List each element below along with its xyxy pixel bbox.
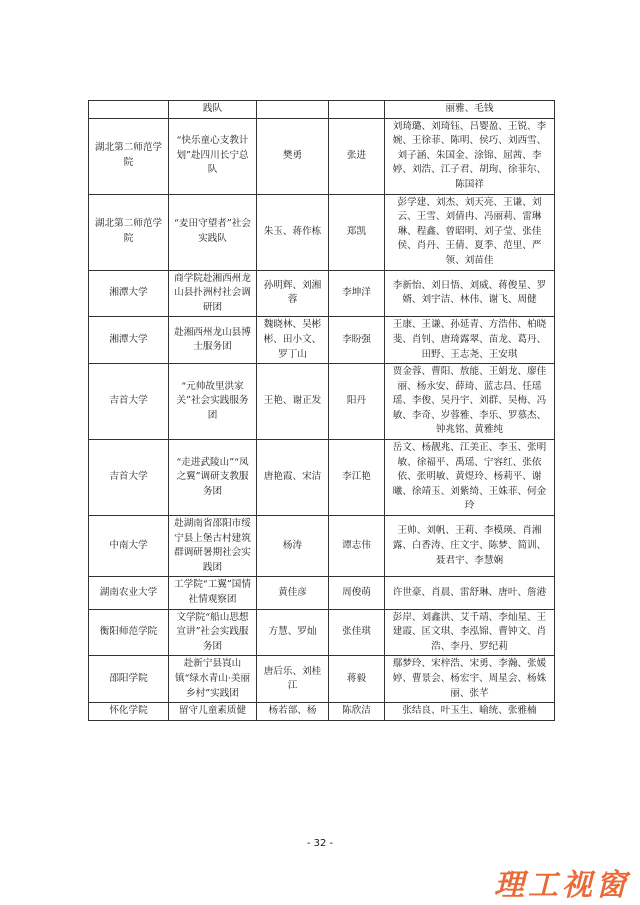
practice-team-table (88, 100, 555, 721)
mentor-cell: 朱玉、蒋作栋 (257, 194, 329, 270)
school-cell: 湖南农业大学 (89, 577, 169, 609)
leader-cell (329, 101, 385, 119)
team-cell: 工学院“工翼”国情社情观察团 (169, 577, 257, 609)
leader-cell: 阳丹 (329, 364, 385, 440)
leader-cell: 李坤洋 (329, 270, 385, 317)
mentor-cell: 黄佳彦 (257, 577, 329, 609)
leader-cell: 郑凯 (329, 194, 385, 270)
team-cell: 留守儿童素质健 (169, 703, 257, 721)
table-row (89, 656, 555, 703)
table-row (89, 317, 555, 364)
members-cell: 彭岸、刘鑫洪、艾千靖、李灿星、王建霞、匡文琪、李泓锦、曹钟文、肖浩、李丹、罗纪莉 (385, 609, 555, 656)
table-row (89, 703, 555, 721)
leader-cell: 蒋毅 (329, 656, 385, 703)
school-cell: 邵阳学院 (89, 656, 169, 703)
members-cell: 鄢梦玲、宋梓浩、宋勇、李瀚、张媛婷、曹景会、杨宏宇、周星会、杨姝丽、张芊 (385, 656, 555, 703)
members-cell: 刘琦璐、刘琦钰、吕婴盈、王锐、李婉、王徐菲、陈明、侯巧、刘西雪、刘子涵、朱国金、涂锦、屈茜、李婷、刘浩、江子君、胡珣、徐菲尔、陈国祥 (385, 118, 555, 194)
members-cell: 许世豪、肖晨、雷舒琳、唐叶、詹港 (385, 577, 555, 609)
table-row (89, 118, 555, 194)
school-cell: 湘潭大学 (89, 317, 169, 364)
leader-cell: 张佳琪 (329, 609, 385, 656)
team-cell: “快乐童心支教计划”赴四川长宁总队 (169, 118, 257, 194)
members-cell: 贾金蓉、曹阳、敖能、王娟龙、廖佳丽、杨永安、薛琦、蓝志昌、任瑶瑶、李俊、吴丹宇、刘群、吴梅、冯敏、李奇、岁蓉雅、李乐、罗慕杰、钟兆铭、黄雅纯 (385, 364, 555, 440)
leader-cell: 陈欣洁 (329, 703, 385, 721)
members-cell: 丽雅、毛钱 (385, 101, 555, 119)
table-row (89, 270, 555, 317)
school-cell: 湘潭大学 (89, 270, 169, 317)
mentor-cell: 王艳、谢正发 (257, 364, 329, 440)
mentor-cell (257, 101, 329, 119)
mentor-cell: 方慧、罗灿 (257, 609, 329, 656)
leader-cell: 谭志伟 (329, 516, 385, 577)
table-row (89, 194, 555, 270)
table-row (89, 101, 555, 119)
leader-cell: 李盼强 (329, 317, 385, 364)
team-cell: 商学院赴湘西州龙山县扑洲村社会调研团 (169, 270, 257, 317)
school-cell: 吉首大学 (89, 440, 169, 516)
mentor-cell: 唐艳霞、宋洁 (257, 440, 329, 516)
mentor-cell: 孙明辉、刘湘蓉 (257, 270, 329, 317)
leader-cell: 张进 (329, 118, 385, 194)
table-row (89, 516, 555, 577)
school-cell: 中南大学 (89, 516, 169, 577)
members-cell: 李新怡、刘日悟、刘威、蒋俊星、罗婿、刘宇洁、林伟、谢飞、周健 (385, 270, 555, 317)
team-cell: 赴湘西州龙山县博士服务团 (169, 317, 257, 364)
school-cell: 吉首大学 (89, 364, 169, 440)
school-cell (89, 101, 169, 119)
team-cell: 文学院“船山思想宣讲”社会实践服务团 (169, 609, 257, 656)
team-cell: 践队 (169, 101, 257, 119)
school-cell: 湖北第二师范学院 (89, 194, 169, 270)
mentor-cell: 杨涛 (257, 516, 329, 577)
team-cell: 赴湖南省邵阳市绥宁县上堡古村建筑群调研暑期社会实践团 (169, 516, 257, 577)
leader-cell: 周俊萌 (329, 577, 385, 609)
table-row (89, 577, 555, 609)
leader-cell: 李江艳 (329, 440, 385, 516)
table-row (89, 364, 555, 440)
table-row (89, 440, 555, 516)
mentor-cell: 魏晓林、吴彬彬、田小文、罗丁山 (257, 317, 329, 364)
team-cell: 赴新宁县崀山镇“绿水青山·美丽乡村”实践团 (169, 656, 257, 703)
mentor-cell: 杨若部、杨 (257, 703, 329, 721)
team-cell: “走进武陵山”“凤之翼”调研支教服务团 (169, 440, 257, 516)
members-cell: 张结良、叶玉生、喻统、张雅楠 (385, 703, 555, 721)
school-cell: 衡阳师范学院 (89, 609, 169, 656)
mentor-cell: 樊勇 (257, 118, 329, 194)
team-cell: “麦田守望者”社会实践队 (169, 194, 257, 270)
members-cell: 岳文、杨靓兆、江美正、李玉、张明敏、徐福平、禹瑶、宁容红、张依依、张明敏、黄煜玲、杨莉平、谢曦、徐靖玉、刘紫绮、王姝菲、何金玲 (385, 440, 555, 516)
members-cell: 王康、王谦、孙延青、方浩伟、柏晓斐、肖钊、唐琦露翠、苗龙、葛丹、田野、王志尧、王安琪 (385, 317, 555, 364)
page-number: - 32 - (306, 838, 334, 849)
watermark-logo: 理工视窗 (494, 868, 630, 903)
members-cell: 王帅、刘帆、王莉、李模瑛、肖湘露、白香涛、庄文宇、陈梦、简训、聂君宇、李慧娴 (385, 516, 555, 577)
school-cell: 怀化学院 (89, 703, 169, 721)
team-cell: “元帅故里洪家关”社会实践服务团 (169, 364, 257, 440)
members-cell: 彭学建、刘杰、刘天亮、王谦、刘云、王雪、刘倩冉、冯丽莉、雷琳琳、程鑫、曾昭明、刘子莹、张佳侯、肖丹、王倩、夏季、范里、严领、刘苗佳 (385, 194, 555, 270)
mentor-cell: 唐后乐、刘桂江 (257, 656, 329, 703)
school-cell: 湖北第二师范学院 (89, 118, 169, 194)
table-row (89, 609, 555, 656)
